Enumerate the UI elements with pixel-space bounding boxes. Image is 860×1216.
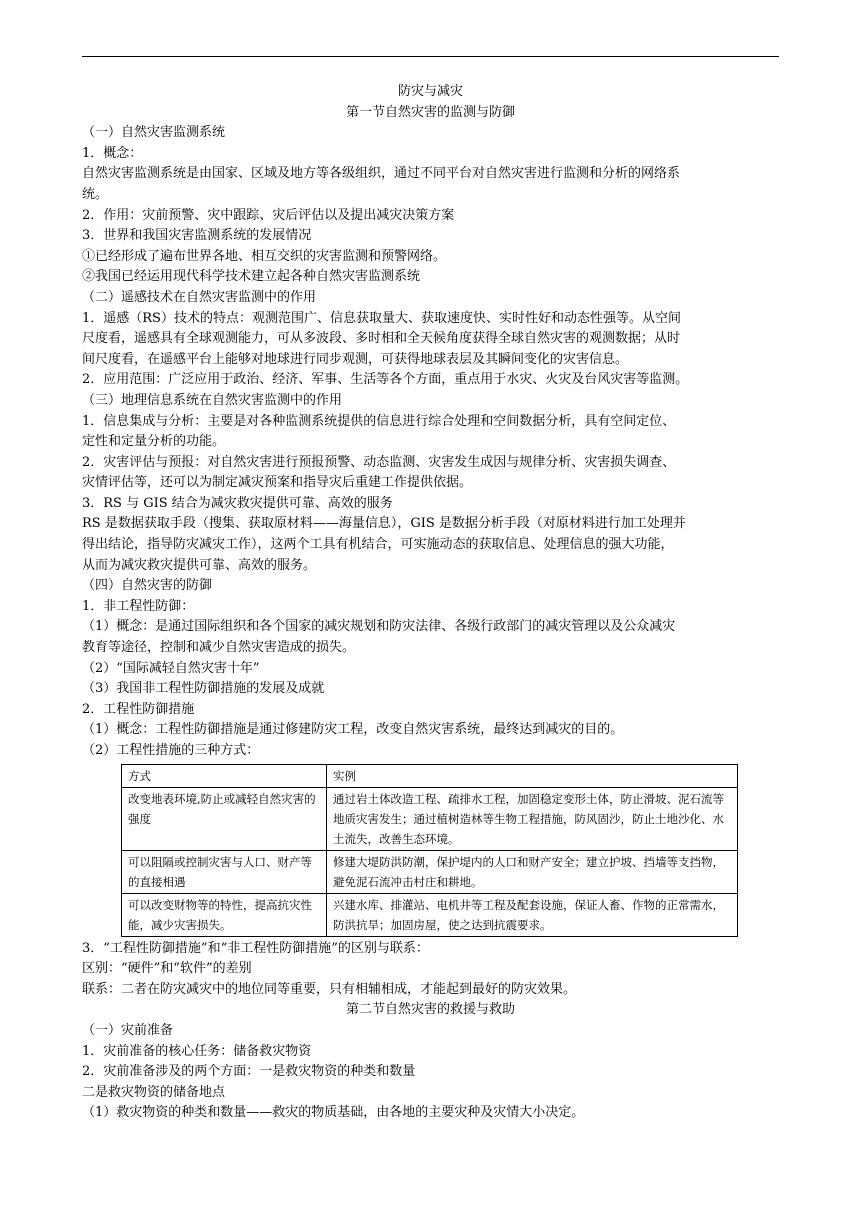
table-header-row — [122, 764, 738, 787]
section-1-title: 第一节自然灾害的监测与防御 — [345, 104, 515, 120]
text-line: （一）灾前准备 — [82, 1022, 174, 1038]
text-line: 2．应用范围：广泛应用于政治、经济、军事、生活等各个方面，重点用于水灾、火灾及台风灾害等监测。 — [82, 372, 689, 388]
table-cell-example: 通过岩土体改造工程、疏排水工程，加固稳定变形土体，防止滑坡、泥石流等地质灾害发生；通过植树造林等生物工程措施，防风固沙，防止土地沙化、水土流失，改善生态环境。 — [327, 787, 738, 850]
text-line: （三）地理信息系统在自然灾害监测中的作用 — [82, 392, 343, 408]
table-cell-example: 修建大堤防洪防潮，保护堤内的人口和财产安全；建立护坡、挡墙等支挡物，避免泥石流冲击村庄和耕地。 — [327, 850, 738, 893]
table-cell-method: 改变地表环境,防止或减轻自然灾害的强度 — [122, 787, 327, 850]
document-title: 防灾与减灾 — [397, 84, 463, 99]
text-line: 区别：“硬件”和“软件”的差别 — [82, 961, 252, 977]
text-line: 1．遥感（RS）技术的特点：观测范围广、信息获取量大、获取速度快、实时性好和动态性强等。从空间 — [82, 310, 681, 326]
text-line: ②我国已经运用现代科学技术建立起各种自然灾害监测系统 — [82, 269, 421, 285]
text-line: （一）自然灾害监测系统 — [82, 125, 226, 141]
table-header-method: 方式 — [122, 764, 327, 787]
text-line: 2．作用：灾前预警、灾中跟踪、灾后评估以及提出减灾决策方案 — [82, 207, 455, 223]
text-line: 自然灾害监测系统是由国家、区域及地方等各级组织，通过不同平台对自然灾害进行监测和分析的网络系 — [82, 166, 681, 182]
text-line: 3．“工程性防御措施”和“非工程性防御措施”的区别与联系： — [82, 940, 429, 956]
table-cell-method: 可以阻隔或控制灾害与人口、财产等的直接相遇 — [122, 850, 327, 893]
section-1-body — [82, 123, 779, 761]
table-header-example: 实例 — [327, 764, 738, 787]
comparison-body — [82, 939, 779, 1001]
text-line: （3）我国非工程性防御措施的发展及成就 — [82, 681, 325, 697]
text-line: 灾情评估等，还可以为制定减灾预案和指导灾后重建工作提供依据。 — [82, 475, 473, 491]
text-line: 3．世界和我国灾害监测系统的发展情况 — [82, 228, 312, 244]
text-line: 统。 — [82, 186, 109, 202]
text-line: ①已经形成了遍布世界各地、相互交织的灾害监测和预警网络。 — [82, 248, 447, 264]
engineering-measures-table — [121, 764, 738, 937]
text-line: 1．信息集成与分析：主要是对各种监测系统提供的信息进行综合处理和空间数据分析，具有空间定位、 — [82, 413, 676, 429]
text-line: 1．灾前准备的核心任务：储备救灾物资 — [82, 1043, 312, 1059]
text-line: （四）自然灾害的防御 — [82, 578, 213, 594]
text-line: （1）救灾物资的种类和数量——救灾的物质基础，由各地的主要灾种及灾情大小决定。 — [82, 1105, 585, 1121]
text-line: 2．灾前准备涉及的两个方面：一是救灾物资的种类和数量 — [82, 1064, 416, 1080]
text-line: 二是救灾物资的储备地点 — [82, 1084, 226, 1100]
text-line: 1．非工程性防御： — [82, 598, 195, 614]
text-line: （2）“国际减轻自然灾害十年” — [82, 660, 260, 676]
text-line: 1．概念： — [82, 145, 143, 161]
header-rule — [82, 56, 779, 57]
table-cell-method: 可以改变财物等的特性，提高抗灾性能，减少灾害损失。 — [122, 893, 327, 936]
text-line: （2）工程性措施的三种方式： — [82, 743, 260, 758]
text-line: 联系：二者在防灾减灾中的地位同等重要，只有相辅相成，才能起到最好的防灾效果。 — [82, 981, 577, 997]
text-line: 得出结论，指导防灾减灾工作），这两个工具有机结合，可实施动态的获取信息、处理信息的强大功能， — [82, 537, 674, 553]
table-row — [122, 850, 738, 893]
text-line: 尺度看，遥感具有全球观测能力，可从多波段、多时相和全天候角度获得全球自然灾害的观测数据；从时 — [82, 331, 681, 347]
text-line: 从而为减灾救灾提供可靠、高效的服务。 — [82, 557, 317, 573]
text-line: （二）遥感技术在自然灾害监测中的作用 — [82, 289, 317, 305]
text-line: 教育等途径，控制和减少自然灾害造成的损失。 — [82, 640, 356, 656]
table-row — [122, 893, 738, 936]
table-cell-example: 兴建水库、排灌站、电机井等工程及配套设施，保证人畜、作物的正常需水，防洪抗旱；加固房屋，使之达到抗震要求。 — [327, 893, 738, 936]
text-line: （1）概念：工程性防御措施是通过修建防灾工程，改变自然灾害系统，最终达到减灾的目的。 — [82, 722, 624, 738]
text-line: RS 是数据获取手段（搜集、获取原材料——海量信息），GIS 是数据分析手段（对原材料进行加工处理并 — [82, 516, 686, 532]
text-line: 2．工程性防御措施 — [82, 701, 195, 717]
text-line: 2．灾害评估与预报：对自然灾害进行预报预警、动态监测、灾害发生成因与规律分析、灾害损失调查、 — [82, 454, 676, 470]
section-2-title: 第二节自然灾害的救援与救助 — [345, 1002, 515, 1018]
document-body — [82, 82, 779, 1124]
text-line: 3．RS 与 GIS 结合为减灾救灾提供可靠、高效的服务 — [82, 495, 393, 511]
section-2-body — [82, 1021, 779, 1124]
text-line: 定性和定量分析的功能。 — [82, 434, 226, 450]
table-row — [122, 787, 738, 850]
text-line: 间尺度看，在遥感平台上能够对地球进行同步观测，可获得地球表层及其瞬间变化的灾害信息。 — [82, 351, 629, 367]
text-line: （1）概念：是通过国际组织和各个国家的减灾规划和防灾法律、各级行政部门的减灾管理以及公众减灾 — [82, 619, 676, 635]
